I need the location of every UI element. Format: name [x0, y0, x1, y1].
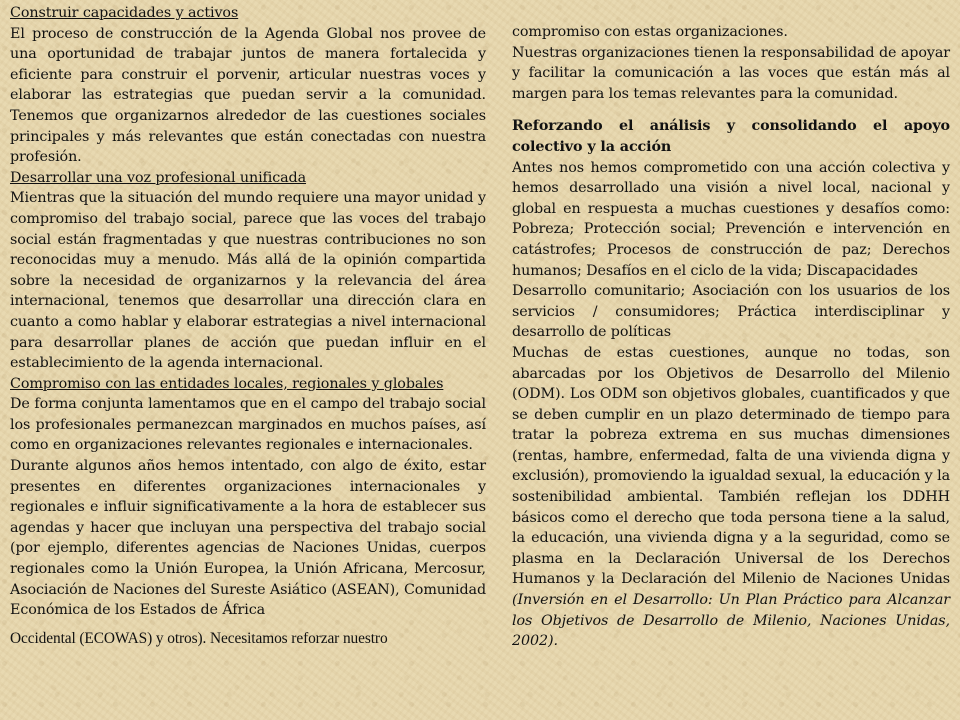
section-heading: Desarrollar una voz profesional unificada [10, 169, 307, 186]
paragraph-continuation: Occidental (ECOWAS) y otros). Necesitamos reforzar nuestro [10, 629, 388, 647]
paragraph: Desarrollo comunitario; Asociación con los usuarios de los servicios / consumidores; Práctica interdisciplinar y desarrollo de políticas [512, 283, 950, 341]
paragraph: De forma conjunta lamentamos que en el campo del trabajo social los profesionales permanezcan marginados en muchos países, así como en organizaciones relevantes regionales e internacionales. [10, 396, 486, 454]
citation: (Inversión en el Desarrollo: Un Plan Práctico para Alcanzar los Objetivos de Desarrollo de Milenio, Naciones Unidas, 2002). [512, 592, 950, 650]
paragraph [512, 343, 950, 652]
paragraph-body: Muchas de estas cuestiones, aunque no todas, son abarcadas por los Objetivos de Desarrollo del Milenio (ODM). Los ODM son objetivos globales, cuantificados y que se deben cumplir en un plazo determinado de tiempo para tratar la pobreza extrema en sus muchas dimensiones (rentas, hambre, enfermedad, falta de una vivienda digna y exclusión), promoviendo la igualdad sexual, la educación y la sostenibilidad ambiental. También reflejan los DDHH básicos como el derecho que toda persona tiene a la salud, la educación, una vivienda digna y a la seguridad, como se plasma en la Declaración Universal de los Derechos Humanos y la Declaración del Milenio de Naciones Unidas [512, 344, 950, 588]
section-heading: Reforzando el análisis y consolidando el apoyo colectivo y la acción [512, 118, 950, 155]
paragraph: El proceso de construcción de la Agenda Global nos provee de una oportunidad de trabajar juntos de manera fortalecida y eficiente para construir el porvenir, articular nuestras voces y elaborar las estrategias que puedan servir a la comunidad. Tenemos que organizarnos alrededor de las cuestiones sociales principales y más relevantes que están conectadas con nuestra profesión. [10, 25, 486, 166]
right-column [512, 22, 950, 652]
paragraph: Durante algunos años hemos intentado, con algo de éxito, estar presentes en diferentes organizaciones internacionales y regionales e influir significativamente a la hora de establecer sus agendas y hacer que incluyan una perspectiva del trabajo social (por ejemplo, diferentes agencias de Naciones Unidas, cuerpos regionales como la Unión Europea, la Unión Africana, Mercosur, Asociación de Naciones del Sureste Asiático (ASEAN), Comunidad Económica de los Estados de África [10, 458, 486, 619]
left-column [10, 3, 486, 649]
section-heading: Compromiso con las entidades locales, regionales y globales [10, 375, 444, 392]
paragraph: Mientras que la situación del mundo requiere una mayor unidad y compromiso del trabajo social, parece que las voces del trabajo social están fragmentadas y que nuestras contribuciones no son reconocidas muy a menudo. Más allá de la opinión compartida sobre la necesidad de organizarnos y la relevancia del área internacional, tenemos que desarrollar una dirección clara en cuanto a como hablar y elaborar estrategias a nivel internacional para desarrollar planes de acción que puedan influir en el establecimiento de la agenda internacional. [10, 190, 486, 372]
section-heading: Construir capacidades y activos [10, 5, 239, 21]
paragraph: Antes nos hemos comprometido con una acción colectiva y hemos desarrollado una visión a nivel local, nacional y global en respuesta a muchas cuestiones y desafíos como: Pobreza; Protección social; Prevención e intervención en catástrofes; Procesos de construcción de paz; Derechos humanos; Desafíos en el ciclo de la vida; Discapacidades [512, 159, 950, 279]
paragraph: Nuestras organizaciones tienen la responsabilidad de apoyar y facilitar la comunicación a las voces que están más al margen para los temas relevantes para la comunidad. [512, 44, 950, 102]
paragraph-continuation: compromiso con estas organizaciones. [512, 24, 788, 40]
